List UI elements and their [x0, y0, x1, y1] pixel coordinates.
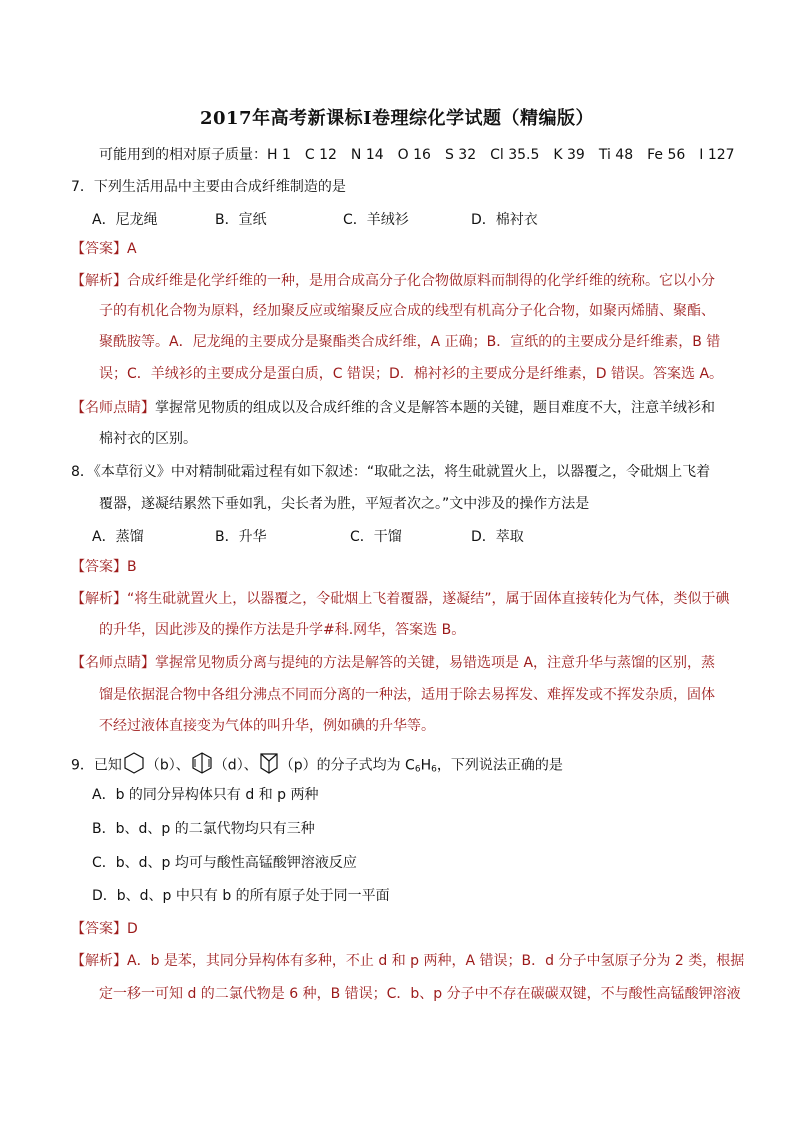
q7-tip-line-2: 棉衬衣的区别。 — [99, 431, 197, 447]
q8-stem-line-1: 8．《本草衍义》中对精制砒霜过程有如下叙述：“取砒之法，将生砒就置火上，以器覆之，令砒烟上飞着 — [71, 464, 711, 480]
answer-value: B — [127, 559, 137, 575]
formula-subscript: 6 — [414, 764, 421, 775]
tip-text: 掌握常见物质的组成以及合成纤维的含义是解答本题的关键，题目难度不大，注意羊绒衫和 — [155, 400, 715, 416]
q9-answer — [71, 920, 138, 938]
analysis-tag: 【解析】 — [71, 953, 127, 969]
q8-option-d: D．萃取 — [471, 529, 524, 545]
tip-tag: 【名师点睛】 — [71, 655, 155, 671]
analysis-text: “将生砒就置火上，以器覆之，令砒烟上飞着覆器，遂凝结”，属于固体直接转化为气体，类似于碘 — [127, 591, 730, 607]
q9-d-label: （d）、 — [213, 757, 258, 774]
analysis-tag: 【解析】 — [71, 273, 127, 289]
q9-analysis-line-2: 定一移一可知 d 的二氯代物是 6 种，B 错误；C．b、p 分子中不存在碳碳双键，不与酸性高锰酸钾溶液 — [99, 986, 741, 1002]
formula-subscript: 6 — [431, 764, 437, 775]
q9-analysis-line-1 — [71, 952, 744, 970]
q9-b-label: （b）、 — [145, 757, 190, 774]
q7-option-d: D．棉衬衣 — [471, 212, 538, 228]
q9-option-d: D．b、d、p 中只有 b 的所有原子处于同一平面 — [92, 888, 390, 904]
q9-p-label: （p）的分子式均为 C — [279, 757, 415, 774]
analysis-text: 合成纤维是化学纤维的一种，是用合成高分子化合物做原料而制得的化学纤维的统称。它以小分 — [127, 273, 715, 289]
q7-option-c: C．羊绒衫 — [343, 212, 409, 228]
q8-tip-line-2: 馏是依据混合物中各组分沸点不同而分离的一种法，适用于除去易挥发、难挥发或不挥发杂质，固体 — [99, 687, 715, 703]
q7-analysis-line-2: 子的有机化合物为原料，经加聚反应或缩聚反应合成的线型有机高分子化合物，如聚丙烯腈、聚酯、 — [99, 303, 715, 319]
q7-option-b: B．宣纸 — [215, 212, 267, 228]
q8-answer — [71, 558, 137, 576]
q9-option-b: B．b、d、p 的二氯代物均只有三种 — [92, 821, 315, 837]
q7-tip-line-1 — [71, 399, 715, 417]
formula-h: H — [420, 757, 432, 774]
q7-answer — [71, 240, 137, 258]
q7-option-a: A．尼龙绳 — [92, 212, 158, 228]
q7-analysis-line-4: 误；C．羊绒衫的主要成分是蛋白质，C 错误；D．棉衬衫的主要成分是纤维素，D 错误。答案选 A。 — [99, 366, 724, 382]
q8-analysis-line-2: 的升华，因此涉及的操作方法是升学#科.网华，答案选 B。 — [99, 622, 466, 638]
tip-text: 掌握常见物质分离与提纯的方法是解答的关键，易错选项是 A，注意升华与蒸馏的区别，蒸 — [155, 655, 716, 671]
answer-value: D — [127, 921, 138, 937]
analysis-text: A．b 是苯，其同分异构体有多种，不止 d 和 p 两种，A 错误；B．d 分子中氢原子分为 2 类，根据 — [127, 953, 745, 969]
dewar-benzene-structure-icon — [190, 751, 214, 780]
answer-tag: 【答案】 — [71, 241, 127, 257]
q9-suffix: ，下列说法正确的是 — [436, 757, 563, 774]
q8-option-a: A．蒸馏 — [92, 529, 144, 545]
page-title: 2017年高考新课标Ⅰ卷理综化学试题（精编版） — [199, 108, 595, 129]
q8-option-c: C．干馏 — [350, 529, 402, 545]
tip-tag: 【名师点睛】 — [71, 400, 155, 416]
q8-option-b: B．升华 — [215, 529, 267, 545]
atomic-masses: 可能用到的相对原子质量：H 1 C 12 N 14 O 16 S 32 Cl 35.5 K 39 Ti 48 Fe 56 I 127 — [99, 147, 735, 163]
q8-tip-line-3: 不经过液体直接变为气体的叫升华，例如碘的升华等。 — [99, 718, 435, 734]
q7-analysis-line-1 — [71, 272, 715, 290]
answer-tag: 【答案】 — [71, 559, 127, 575]
analysis-tag: 【解析】 — [71, 591, 127, 607]
q7-analysis-line-3: 聚酰胺等。A．尼龙绳的主要成分是聚酯类合成纤维，A 正确；B．宣纸的的主要成分是纤维素，B 错 — [99, 334, 721, 350]
answer-value: A — [127, 241, 137, 257]
benzene-structure-icon — [122, 751, 146, 780]
q9-option-a: A．b 的同分异构体只有 d 和 p 两种 — [92, 787, 319, 803]
prismane-structure-icon — [258, 751, 280, 780]
q8-tip-line-1 — [71, 654, 715, 672]
q8-stem-line-2: 覆器，遂凝结累然下垂如乳，尖长者为胜，平短者次之。”文中涉及的操作方法是 — [99, 496, 590, 512]
q8-analysis-line-1 — [71, 590, 730, 608]
answer-tag: 【答案】 — [71, 921, 127, 937]
q9-stem — [71, 751, 563, 780]
q9-option-c: C．b、d、p 均可与酸性高锰酸钾溶液反应 — [92, 855, 357, 871]
q9-prefix: 9．已知 — [71, 757, 122, 774]
q7-stem: 7．下列生活用品中主要由合成纤维制造的是 — [71, 179, 346, 195]
